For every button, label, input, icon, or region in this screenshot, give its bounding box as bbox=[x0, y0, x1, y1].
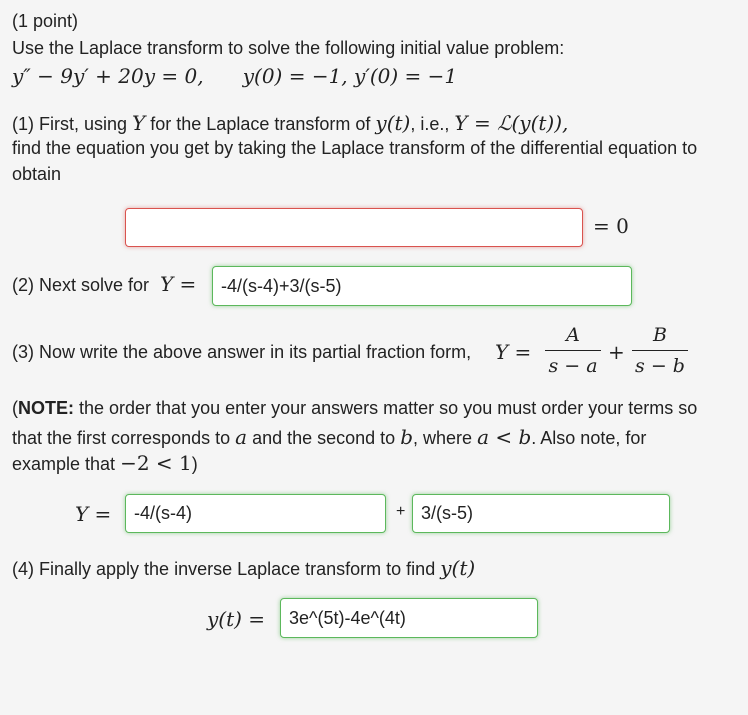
note-line3 bbox=[12, 451, 198, 475]
fraction-plus: + bbox=[608, 340, 625, 364]
partial-fraction-input-2[interactable]: 3/(s-5) bbox=[412, 494, 670, 533]
fraction-a-denominator: s − a bbox=[548, 355, 598, 377]
answer-row-sym: Y = bbox=[75, 502, 112, 526]
part4-text: (4) Finally apply the inverse Laplace transform to find bbox=[12, 559, 436, 579]
note-text3a: example that bbox=[12, 454, 116, 474]
part1-text-c: , i.e., bbox=[410, 114, 450, 134]
part1-rhs: = 0 bbox=[593, 214, 629, 238]
fraction-a-bar bbox=[545, 350, 601, 351]
part4-lhs: y(t) = bbox=[207, 607, 266, 631]
note-text1: the order that you enter your answers matter so you must order your terms so bbox=[74, 398, 698, 418]
note-text2b: and the second to bbox=[252, 428, 396, 448]
part1-sym-yt: y(t) bbox=[375, 111, 411, 135]
part1-sym-y: Y bbox=[132, 111, 146, 135]
fraction-b-denominator: s − b bbox=[635, 355, 685, 377]
note-line2 bbox=[12, 425, 646, 449]
note-line1 bbox=[12, 398, 697, 419]
ivp-conditions: y(0) = −1, y′(0) = −1 bbox=[242, 64, 458, 88]
partial-fraction-input-1[interactable]: -4/(s-4) bbox=[125, 494, 386, 533]
note-sym-example: −2 < 1 bbox=[120, 451, 192, 475]
fraction-a bbox=[545, 324, 601, 377]
part1-definition: Y = ℒ(y(t)), bbox=[454, 111, 569, 135]
part1-line1 bbox=[12, 111, 568, 135]
part4-answer-input[interactable]: 3e^(5t)-4e^(4t) bbox=[280, 598, 538, 638]
part2-label: (2) Next solve for bbox=[12, 275, 150, 295]
note-bold: NOTE: bbox=[18, 398, 74, 418]
part4-sym: y(t) bbox=[440, 556, 476, 580]
fraction-b-numerator: B bbox=[653, 324, 667, 346]
fraction-b bbox=[632, 324, 688, 377]
note-sym-ab: a < b bbox=[477, 425, 532, 449]
part3-sym: Y = bbox=[495, 340, 532, 364]
fraction-b-bar bbox=[632, 350, 688, 351]
part1-text-a: (1) First, using bbox=[12, 114, 128, 134]
note-text2d: . Also note, for bbox=[531, 428, 647, 448]
part1-text-b: for the Laplace transform of bbox=[150, 114, 371, 134]
note-text2c: , where bbox=[413, 428, 473, 448]
note-sym-b: b bbox=[400, 425, 414, 449]
intro-text: Use the Laplace transform to solve the following initial value problem: bbox=[12, 38, 565, 58]
note-text2a: that the first corresponds to bbox=[12, 428, 231, 448]
points-label: (1 point) bbox=[12, 11, 79, 31]
part1-line2: find the equation you get by taking the Laplace transform of the differential equation to bbox=[12, 138, 698, 158]
fraction-a-numerator: A bbox=[566, 324, 580, 346]
part3-label: (3) Now write the above answer in its partial fraction form, bbox=[12, 342, 472, 362]
note-open: ( bbox=[12, 398, 18, 418]
part2-answer-input[interactable]: -4/(s-4)+3/(s-5) bbox=[212, 266, 632, 306]
note-text3b: ) bbox=[191, 454, 198, 474]
part4-line bbox=[12, 556, 475, 580]
note-sym-a: a bbox=[235, 425, 248, 449]
part1-line3: obtain bbox=[12, 164, 62, 184]
part2-sym: Y = bbox=[160, 272, 197, 296]
part1-answer-input[interactable] bbox=[125, 208, 583, 247]
ivp-line bbox=[12, 64, 457, 89]
answer-row-plus: + bbox=[396, 503, 406, 520]
ivp-equation: y″ − 9y′ + 20y = 0, bbox=[12, 64, 204, 88]
